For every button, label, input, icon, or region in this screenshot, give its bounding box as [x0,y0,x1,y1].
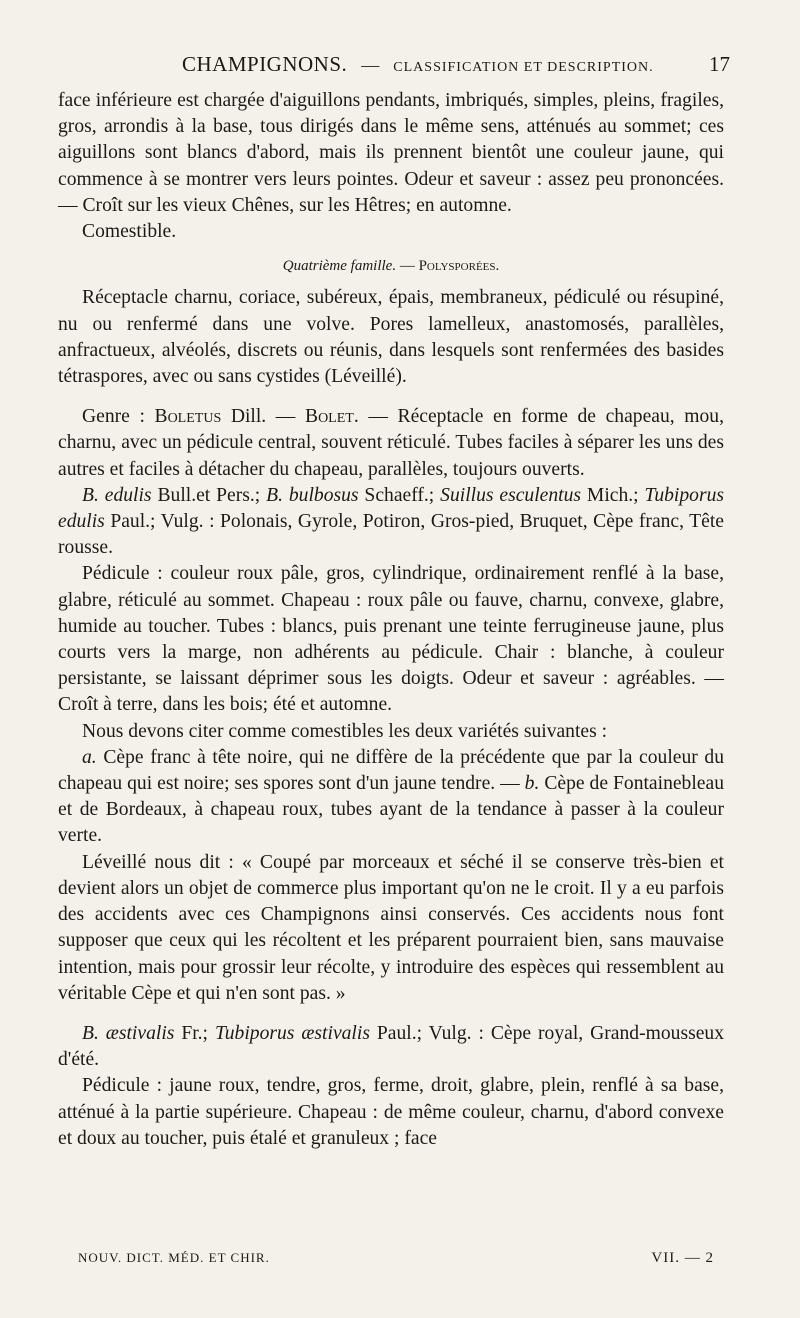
paragraph-comestible: Comestible. [82,221,177,243]
species-name: Suillus esculentus [440,484,582,506]
species-name: B. æstivalis [82,1022,175,1044]
species-text: Bull.et Pers.; [151,484,267,506]
paragraph-b-aestivalis [58,1021,724,1073]
variety-text: Cèpe de Fontainebleau et de Bordeaux, à chapeau roux, tubes ayant de la tendance à passer à la couleur verte. [58,773,724,847]
variety-letter: a. [82,746,97,768]
paragraph-varietes: Nous devons citer comme comestibles les deux variétés suivantes : [82,720,608,742]
genre-french: Bolet [305,406,354,428]
paragraph-receptacle: Réceptacle charnu, coriace, subéreux, épais, membraneux, pédiculé ou résupiné, nu ou renfermé dans une volve. Pores lamelleux, anastomosés, parallèles, anfractueux, alvéolés, discrets ou réunis, dans lesquels sont renfermées des basides tétraspores, avec ou sans cystides (Léveillé). [58,287,724,388]
page-footer [78,1250,714,1267]
running-header [58,52,730,78]
species-text: Schaeff.; [358,484,441,506]
footer-publication: NOUV. DICT. MÉD. ET CHIR. [78,1250,270,1265]
genre-author: Dill. — [221,406,305,428]
header-subtitle: CLASSIFICATION ET DESCRIPTION. [393,60,654,75]
genre-description: . — Réceptacle en forme de chapeau, mou, charnu, avec un pédicule central, souvent réticulé. Tubes faciles à séparer les uns des autres et faciles à détacher du chapeau, parallèles, toujours ouverts. [58,406,725,480]
header-separator: — [361,55,380,75]
paragraph-b-edulis [58,483,724,562]
paragraph-aiguillons: face inférieure est chargée d'aiguillons pendants, imbriqués, simples, pleins, fragiles, gros, arrondis à la base, tous dirigés dans le même sens, atténués au sommet; ces aiguillons sont blancs d'abord, mais ils prennent bientôt une couleur jaune, qui commence à se montrer vers leurs pointes. Odeur et saveur : assez peu prononcées. — Croît sur les vieux Chênes, sur les Hêtres; en automne. [58,90,724,216]
paragraph-varietes-list [58,745,724,850]
header-title: CHAMPIGNONS. [182,52,348,76]
page-body [58,88,724,1152]
paragraph-pedicule-aestivalis: Pédicule : jaune roux, tendre, gros, ferme, droit, glabre, plein, renflé à sa base, atténué à la partie supérieure. Chapeau : de même couleur, charnu, d'abord convexe et doux au toucher, puis étalé et granuleux ; face [58,1075,724,1149]
species-name: Tubiporus edulis [58,484,724,533]
species-name: B. edulis [82,484,152,506]
footer-volume: VII. — 2 [651,1250,714,1266]
genre-label: Genre : [82,406,155,428]
variety-letter: b. [524,773,540,795]
paragraph-pedicule-edulis: Pédicule : couleur roux pâle, gros, cylindrique, ordinairement renflé à la base, glabre, réticulé au sommet. Chapeau : roux pâle ou fauve, charnu, convexe, glabre, humide au toucher. Tubes : blancs, puis prenant une teinte ferrugineuse jaune, plus courts vers la marge, non adhérents au pédicule. Chair : blanche, à couleur persistante, se laissant déprimer sous les doigts. Odeur et saveur : agréables. — Croît à terre, dans les bois; été et automne. [58,563,724,716]
page-number: 17 [709,52,730,76]
family-heading [58,253,724,279]
family-heading-italic: Quatrième famille. [282,258,397,275]
paragraph-leveille-quote: Léveillé nous dit : « Coupé par morceaux et séché il se conserve très-bien et devient alors un objet de commerce plus important qu'on ne le croit. Il y a eu parfois des accidents avec ces Champignons ainsi conservés. Ces accidents nous font supposer que ceux qui les récoltent et les préparent pourraient bien, sans mauvaise intention, mais pour grossir leur récolte, y introduire des espèces qui ressemblent au véritable Cèpe et qui n'en sont pas. » [58,851,724,1004]
variety-text: Cèpe franc à tête noire, qui ne diffère de la précédente que par la couleur du chapeau qui est noire; ses spores sont d'un jaune tendre. — [58,746,724,795]
paragraph-genre-boletus [58,404,724,483]
species-text: Mich.; [581,484,645,506]
species-name: Tubiporus æstivalis [214,1022,370,1044]
family-heading-name: — Polysporées. [396,258,500,275]
species-name: B. bulbosus [266,484,359,506]
species-text: Paul.; Vulg. : Cèpe royal, Grand-mousseux d'été. [58,1022,724,1071]
genre-latin: Boletus [154,406,222,428]
species-text: Paul.; Vulg. : Polonais, Gyrole, Potiron, Gros-pied, Bruquet, Cèpe franc, Tête rousse. [58,511,724,559]
species-text: Fr.; [174,1022,215,1044]
